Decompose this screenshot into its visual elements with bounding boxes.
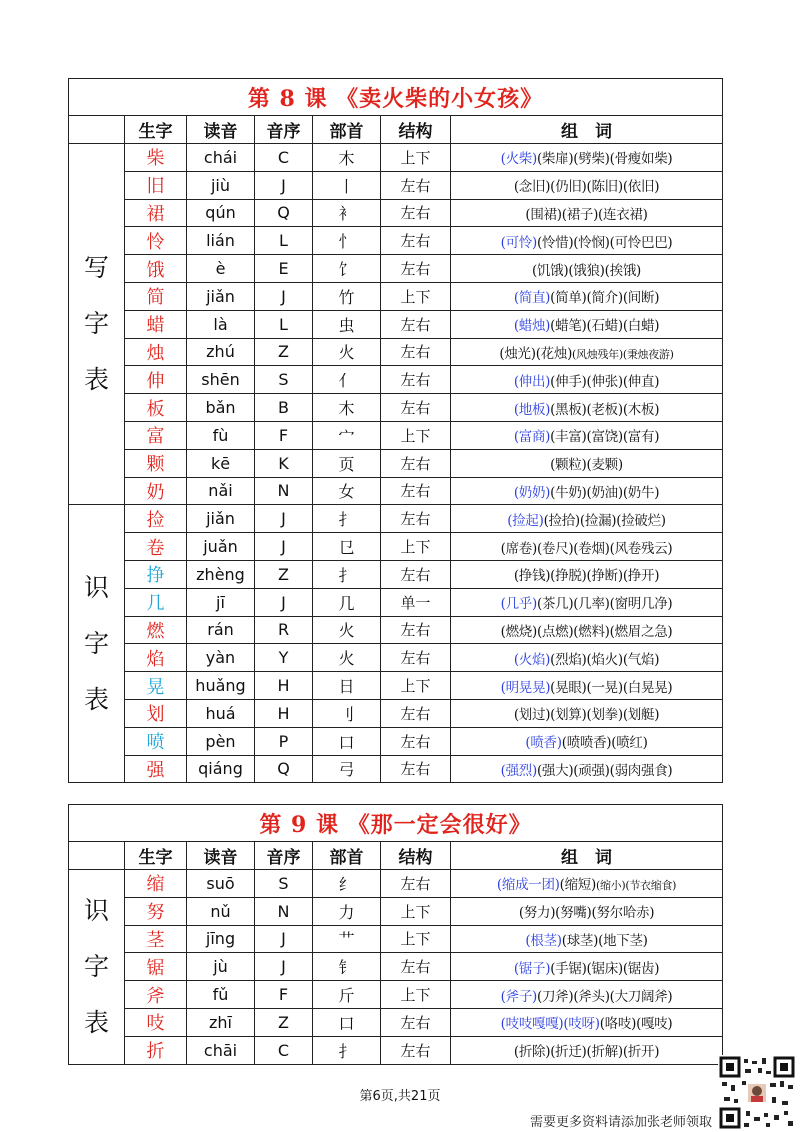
radical-cell: 刂 bbox=[313, 699, 381, 727]
header-structure: 结构 bbox=[381, 842, 451, 870]
section-label bbox=[69, 505, 125, 783]
table-row bbox=[69, 616, 723, 644]
initial-cell: H bbox=[255, 672, 313, 700]
character-cell: 蜡 bbox=[125, 310, 187, 338]
initial-cell: J bbox=[255, 588, 313, 616]
table-row bbox=[69, 981, 723, 1009]
words-cell bbox=[451, 255, 723, 283]
pinyin-cell: kē bbox=[187, 449, 255, 477]
words-cell bbox=[451, 421, 723, 449]
structure-cell: 左右 bbox=[381, 755, 451, 783]
pinyin-cell: è bbox=[187, 255, 255, 283]
structure-cell: 左右 bbox=[381, 310, 451, 338]
character-cell: 饿 bbox=[125, 255, 187, 283]
radical-cell: 丨 bbox=[313, 171, 381, 199]
structure-cell: 左右 bbox=[381, 727, 451, 755]
header-initial: 音序 bbox=[255, 842, 313, 870]
character-cell: 折 bbox=[125, 1036, 187, 1064]
initial-cell: J bbox=[255, 953, 313, 981]
word-group: (锯子) bbox=[513, 960, 551, 977]
initial-cell: N bbox=[255, 897, 313, 925]
pinyin-cell: huǎng bbox=[187, 672, 255, 700]
character-cell: 裙 bbox=[125, 199, 187, 227]
pinyin-cell: lián bbox=[187, 227, 255, 255]
structure-cell: 上下 bbox=[381, 981, 451, 1009]
word-group: (缩短) bbox=[559, 877, 596, 894]
lesson9-title: 第 9 课 《那一定会很好》 bbox=[69, 805, 723, 842]
table-row bbox=[69, 1036, 723, 1064]
words-cell bbox=[451, 981, 723, 1009]
header-character: 生字 bbox=[125, 116, 187, 144]
structure-cell: 左右 bbox=[381, 255, 451, 283]
radical-cell: 扌 bbox=[313, 560, 381, 588]
initial-cell: J bbox=[255, 171, 313, 199]
table-row bbox=[69, 366, 723, 394]
word-group: (刀斧)(斧头)(大刀阔斧) bbox=[537, 988, 673, 1005]
words-cell bbox=[451, 171, 723, 199]
header-words: 组 词 bbox=[451, 842, 723, 870]
radical-cell: 虫 bbox=[313, 310, 381, 338]
pinyin-cell: nǎi bbox=[187, 477, 255, 505]
structure-cell: 上下 bbox=[381, 672, 451, 700]
radical-cell: 艹 bbox=[313, 925, 381, 953]
word-group: (饥饿)(饿狼)(挨饿) bbox=[531, 262, 641, 279]
radical-cell: 竹 bbox=[313, 282, 381, 310]
initial-cell: C bbox=[255, 144, 313, 172]
words-cell bbox=[451, 953, 723, 981]
structure-cell: 左右 bbox=[381, 338, 451, 366]
initial-cell: Y bbox=[255, 644, 313, 672]
radical-cell: 力 bbox=[313, 897, 381, 925]
initial-cell: J bbox=[255, 533, 313, 561]
character-cell: 划 bbox=[125, 699, 187, 727]
table-row bbox=[69, 394, 723, 422]
character-cell: 强 bbox=[125, 755, 187, 783]
word-group: (简直) bbox=[513, 290, 551, 307]
section-label-char: 字 bbox=[83, 951, 109, 981]
words-cell bbox=[451, 727, 723, 755]
words-cell bbox=[451, 755, 723, 783]
radical-cell: 火 bbox=[313, 644, 381, 672]
word-group: (斧子) bbox=[500, 988, 537, 1005]
initial-cell: Q bbox=[255, 755, 313, 783]
lesson8-table bbox=[68, 78, 723, 783]
structure-cell: 左右 bbox=[381, 560, 451, 588]
header-pinyin: 读音 bbox=[187, 842, 255, 870]
pinyin-cell: jiǎn bbox=[187, 282, 255, 310]
word-group: (念旧)(仍旧)(陈旧)(依旧) bbox=[513, 179, 660, 196]
word-group: (强大)(顽强)(弱肉强食) bbox=[536, 762, 673, 779]
character-cell: 斧 bbox=[125, 981, 187, 1009]
header-radical: 部首 bbox=[313, 842, 381, 870]
initial-cell: E bbox=[255, 255, 313, 283]
structure-cell: 上下 bbox=[381, 144, 451, 172]
header-character: 生字 bbox=[125, 842, 187, 870]
word-group: (柴扉)(劈柴)(骨瘦如柴) bbox=[536, 151, 673, 168]
character-cell: 锯 bbox=[125, 953, 187, 981]
pinyin-cell: nǔ bbox=[187, 897, 255, 925]
word-group: (根茎) bbox=[525, 932, 562, 949]
words-cell bbox=[451, 644, 723, 672]
character-cell: 卷 bbox=[125, 533, 187, 561]
character-cell: 吱 bbox=[125, 1008, 187, 1036]
word-group: (蜡烛) bbox=[513, 318, 551, 335]
pinyin-cell: zhèng bbox=[187, 560, 255, 588]
table-row bbox=[69, 897, 723, 925]
pinyin-cell: suō bbox=[187, 870, 255, 898]
word-group: (蜡笔)(石蜡)(白蜡) bbox=[550, 318, 660, 335]
structure-cell: 左右 bbox=[381, 477, 451, 505]
word-group: (捡拾)(捡漏)(捡破烂) bbox=[543, 512, 666, 529]
radical-cell: 几 bbox=[313, 588, 381, 616]
table-row bbox=[69, 477, 723, 505]
word-group: (晃眼)(一晃)(白晃晃) bbox=[550, 679, 673, 696]
table-row bbox=[69, 560, 723, 588]
table-row bbox=[69, 755, 723, 783]
initial-cell: J bbox=[255, 505, 313, 533]
header-blank bbox=[69, 842, 125, 870]
initial-cell: H bbox=[255, 699, 313, 727]
word-group: (几乎) bbox=[500, 596, 537, 613]
word-group: (喷香) bbox=[525, 735, 562, 752]
word-group: (富商) bbox=[513, 429, 551, 446]
table-row bbox=[69, 282, 723, 310]
structure-cell: 上下 bbox=[381, 925, 451, 953]
words-cell bbox=[451, 560, 723, 588]
word-group: (茶几)(几率)(窗明几净) bbox=[536, 596, 673, 613]
character-cell: 焰 bbox=[125, 644, 187, 672]
section-label-char: 表 bbox=[83, 365, 109, 395]
pinyin-cell: zhú bbox=[187, 338, 255, 366]
pinyin-cell: jīng bbox=[187, 925, 255, 953]
header-pinyin: 读音 bbox=[187, 116, 255, 144]
initial-cell: J bbox=[255, 925, 313, 953]
pinyin-cell: jiù bbox=[187, 171, 255, 199]
initial-cell: P bbox=[255, 727, 313, 755]
words-cell bbox=[451, 394, 723, 422]
word-group: (可怜) bbox=[500, 234, 537, 251]
table-row bbox=[69, 505, 723, 533]
pinyin-cell: rán bbox=[187, 616, 255, 644]
character-cell: 板 bbox=[125, 394, 187, 422]
radical-cell: 口 bbox=[313, 1008, 381, 1036]
word-group: (球茎)(地下茎) bbox=[561, 932, 648, 949]
words-cell bbox=[451, 897, 723, 925]
character-cell: 怜 bbox=[125, 227, 187, 255]
table-row bbox=[69, 421, 723, 449]
radical-cell: 扌 bbox=[313, 505, 381, 533]
words-cell bbox=[451, 925, 723, 953]
character-cell: 努 bbox=[125, 897, 187, 925]
words-cell bbox=[451, 1036, 723, 1064]
initial-cell: B bbox=[255, 394, 313, 422]
word-group: (努力)(努嘴)(努尔哈赤) bbox=[518, 905, 655, 922]
word-group: (挣钱)(挣脱)(挣断)(挣开) bbox=[513, 568, 660, 585]
words-cell bbox=[451, 870, 723, 898]
pinyin-cell: là bbox=[187, 310, 255, 338]
initial-cell: C bbox=[255, 1036, 313, 1064]
structure-cell: 单一 bbox=[381, 588, 451, 616]
character-cell: 颗 bbox=[125, 449, 187, 477]
initial-cell: L bbox=[255, 310, 313, 338]
table-row bbox=[69, 699, 723, 727]
character-cell: 伸 bbox=[125, 366, 187, 394]
initial-cell: Z bbox=[255, 338, 313, 366]
initial-cell: L bbox=[255, 227, 313, 255]
structure-cell: 左右 bbox=[381, 199, 451, 227]
word-group: (明晃晃) bbox=[500, 679, 551, 696]
word-group: (黑板)(老板)(木板) bbox=[550, 401, 660, 418]
words-cell bbox=[451, 282, 723, 310]
table-row bbox=[69, 953, 723, 981]
words-cell bbox=[451, 588, 723, 616]
lesson8-title: 第 8 课 《卖火柴的小女孩》 bbox=[69, 79, 723, 116]
word-group: (牛奶)(奶油)(奶牛) bbox=[550, 484, 660, 501]
structure-cell: 左右 bbox=[381, 171, 451, 199]
words-cell bbox=[451, 144, 723, 172]
structure-cell: 左右 bbox=[381, 953, 451, 981]
section-label-char: 表 bbox=[83, 1007, 109, 1037]
lesson9-table bbox=[68, 804, 723, 1065]
pinyin-cell: chāi bbox=[187, 1036, 255, 1064]
radical-cell: 木 bbox=[313, 394, 381, 422]
initial-cell: Q bbox=[255, 199, 313, 227]
table-row bbox=[69, 338, 723, 366]
radical-cell: 木 bbox=[313, 144, 381, 172]
structure-cell: 左右 bbox=[381, 1008, 451, 1036]
character-cell: 富 bbox=[125, 421, 187, 449]
radical-cell: 口 bbox=[313, 727, 381, 755]
table-row bbox=[69, 727, 723, 755]
header-initial: 音序 bbox=[255, 116, 313, 144]
radical-cell: 火 bbox=[313, 338, 381, 366]
radical-cell: 钅 bbox=[313, 953, 381, 981]
words-cell bbox=[451, 199, 723, 227]
word-group: (喷喷香)(喷红) bbox=[561, 735, 648, 752]
word-group: (颗粒)(麦颗) bbox=[550, 457, 623, 474]
word-group: (手锯)(锯床)(锯齿) bbox=[550, 960, 660, 977]
words-cell bbox=[451, 1008, 723, 1036]
character-cell: 几 bbox=[125, 588, 187, 616]
initial-cell: S bbox=[255, 870, 313, 898]
words-cell bbox=[451, 449, 723, 477]
header-words: 组 词 bbox=[451, 116, 723, 144]
character-cell: 茎 bbox=[125, 925, 187, 953]
word-group: (怜惜)(怜悯)(可怜巴巴) bbox=[536, 234, 673, 251]
table-row bbox=[69, 644, 723, 672]
character-cell: 烛 bbox=[125, 338, 187, 366]
word-group: (强烈) bbox=[500, 762, 537, 779]
pinyin-cell: juǎn bbox=[187, 533, 255, 561]
words-cell bbox=[451, 310, 723, 338]
character-cell: 捡 bbox=[125, 505, 187, 533]
word-group: (捡起) bbox=[507, 512, 544, 529]
radical-cell: 㔾 bbox=[313, 533, 381, 561]
structure-cell: 左右 bbox=[381, 644, 451, 672]
initial-cell: N bbox=[255, 477, 313, 505]
words-cell bbox=[451, 699, 723, 727]
pinyin-cell: jī bbox=[187, 588, 255, 616]
character-cell: 奶 bbox=[125, 477, 187, 505]
initial-cell: F bbox=[255, 421, 313, 449]
pinyin-cell: bǎn bbox=[187, 394, 255, 422]
word-group: (风烛残年)(秉烛夜游) bbox=[572, 347, 674, 361]
word-group: (简单)(简介)(间断) bbox=[550, 290, 660, 307]
word-group: (缩成一团) bbox=[496, 877, 560, 894]
word-group: (席卷)(卷尺)(卷烟)(风卷残云) bbox=[500, 540, 673, 557]
radical-cell: 扌 bbox=[313, 1036, 381, 1064]
structure-cell: 上下 bbox=[381, 421, 451, 449]
pinyin-cell: jiǎn bbox=[187, 505, 255, 533]
table-row bbox=[69, 449, 723, 477]
table-row bbox=[69, 144, 723, 172]
pinyin-cell: jù bbox=[187, 953, 255, 981]
structure-cell: 左右 bbox=[381, 449, 451, 477]
words-cell bbox=[451, 616, 723, 644]
table-row bbox=[69, 227, 723, 255]
radical-cell: 页 bbox=[313, 449, 381, 477]
word-group: (折除)(折迁)(折解)(折开) bbox=[513, 1044, 660, 1061]
character-cell: 旧 bbox=[125, 171, 187, 199]
words-cell bbox=[451, 672, 723, 700]
pinyin-cell: qún bbox=[187, 199, 255, 227]
character-cell: 缩 bbox=[125, 870, 187, 898]
word-group: (伸手)(伸张)(伸直) bbox=[550, 373, 660, 390]
table-row bbox=[69, 199, 723, 227]
radical-cell: 火 bbox=[313, 616, 381, 644]
initial-cell: R bbox=[255, 616, 313, 644]
word-group: (咯吱)(嘎吱) bbox=[599, 1016, 673, 1033]
radical-cell: 女 bbox=[313, 477, 381, 505]
structure-cell: 左右 bbox=[381, 1036, 451, 1064]
word-group: (吱吱嘎嘎)(吱呀) bbox=[500, 1016, 600, 1033]
page-number: 第6页,共21页 bbox=[359, 1089, 441, 1104]
word-group: (划过)(划算)(划拳)(划艇) bbox=[513, 707, 660, 724]
structure-cell: 上下 bbox=[381, 533, 451, 561]
section-label bbox=[69, 870, 125, 1065]
structure-cell: 左右 bbox=[381, 227, 451, 255]
structure-cell: 左右 bbox=[381, 870, 451, 898]
table-row bbox=[69, 870, 723, 898]
word-group: (缩小)(节衣缩食) bbox=[595, 879, 677, 893]
word-group: (地板) bbox=[513, 401, 551, 418]
table-row bbox=[69, 588, 723, 616]
table-row bbox=[69, 310, 723, 338]
table-row bbox=[69, 171, 723, 199]
structure-cell: 上下 bbox=[381, 897, 451, 925]
words-cell bbox=[451, 366, 723, 394]
character-cell: 燃 bbox=[125, 616, 187, 644]
initial-cell: F bbox=[255, 981, 313, 1009]
radical-cell: 饣 bbox=[313, 255, 381, 283]
qr-code-image[interactable] bbox=[718, 1055, 796, 1130]
pinyin-cell: yàn bbox=[187, 644, 255, 672]
word-group: (火焰) bbox=[513, 651, 551, 668]
word-group: (伸出) bbox=[513, 373, 551, 390]
character-cell: 挣 bbox=[125, 560, 187, 588]
pinyin-cell: shēn bbox=[187, 366, 255, 394]
radical-cell: 宀 bbox=[313, 421, 381, 449]
words-cell bbox=[451, 533, 723, 561]
initial-cell: Z bbox=[255, 1008, 313, 1036]
word-group: (烛光)(花烛) bbox=[499, 345, 573, 362]
radical-cell: 斤 bbox=[313, 981, 381, 1009]
structure-cell: 左右 bbox=[381, 699, 451, 727]
radical-cell: 忄 bbox=[313, 227, 381, 255]
table-row bbox=[69, 533, 723, 561]
table-row bbox=[69, 925, 723, 953]
structure-cell: 左右 bbox=[381, 505, 451, 533]
pinyin-cell: chái bbox=[187, 144, 255, 172]
word-group: (烈焰)(焰火)(气焰) bbox=[550, 651, 660, 668]
table-row bbox=[69, 1008, 723, 1036]
radical-cell: 衤 bbox=[313, 199, 381, 227]
words-cell bbox=[451, 477, 723, 505]
word-group: (丰富)(富饶)(富有) bbox=[550, 429, 660, 446]
pinyin-cell: fù bbox=[187, 421, 255, 449]
radical-cell: 日 bbox=[313, 672, 381, 700]
pinyin-cell: huá bbox=[187, 699, 255, 727]
contact-note: 需要更多资料请添加张老师领取 bbox=[529, 1115, 712, 1130]
pinyin-cell: zhī bbox=[187, 1008, 255, 1036]
section-label-char: 识 bbox=[83, 895, 109, 925]
header-radical: 部首 bbox=[313, 116, 381, 144]
radical-cell: 纟 bbox=[313, 870, 381, 898]
table-row bbox=[69, 255, 723, 283]
radical-cell: 弓 bbox=[313, 755, 381, 783]
structure-cell: 左右 bbox=[381, 366, 451, 394]
word-group: (火柴) bbox=[500, 151, 537, 168]
section-label-char: 识 bbox=[83, 572, 109, 602]
section-label-char: 写 bbox=[83, 253, 109, 283]
character-cell: 喷 bbox=[125, 727, 187, 755]
section-label-char: 表 bbox=[83, 684, 109, 714]
table-row bbox=[69, 672, 723, 700]
character-cell: 晃 bbox=[125, 672, 187, 700]
header-structure: 结构 bbox=[381, 116, 451, 144]
words-cell bbox=[451, 338, 723, 366]
section-label-char: 字 bbox=[83, 309, 109, 339]
structure-cell: 左右 bbox=[381, 394, 451, 422]
words-cell bbox=[451, 505, 723, 533]
structure-cell: 左右 bbox=[381, 616, 451, 644]
character-cell: 柴 bbox=[125, 144, 187, 172]
word-group: (围裙)(裙子)(连衣裙) bbox=[525, 206, 648, 223]
initial-cell: Z bbox=[255, 560, 313, 588]
header-blank bbox=[69, 116, 125, 144]
word-group: (奶奶) bbox=[513, 484, 551, 501]
initial-cell: K bbox=[255, 449, 313, 477]
character-cell: 简 bbox=[125, 282, 187, 310]
radical-cell: 亻 bbox=[313, 366, 381, 394]
initial-cell: J bbox=[255, 282, 313, 310]
pinyin-cell: fǔ bbox=[187, 981, 255, 1009]
word-group: (燃烧)(点燃)(燃料)(燃眉之急) bbox=[500, 623, 673, 640]
words-cell bbox=[451, 227, 723, 255]
pinyin-cell: qiáng bbox=[187, 755, 255, 783]
pinyin-cell: pèn bbox=[187, 727, 255, 755]
structure-cell: 上下 bbox=[381, 282, 451, 310]
initial-cell: S bbox=[255, 366, 313, 394]
section-label bbox=[69, 144, 125, 505]
section-label-char: 字 bbox=[83, 628, 109, 658]
